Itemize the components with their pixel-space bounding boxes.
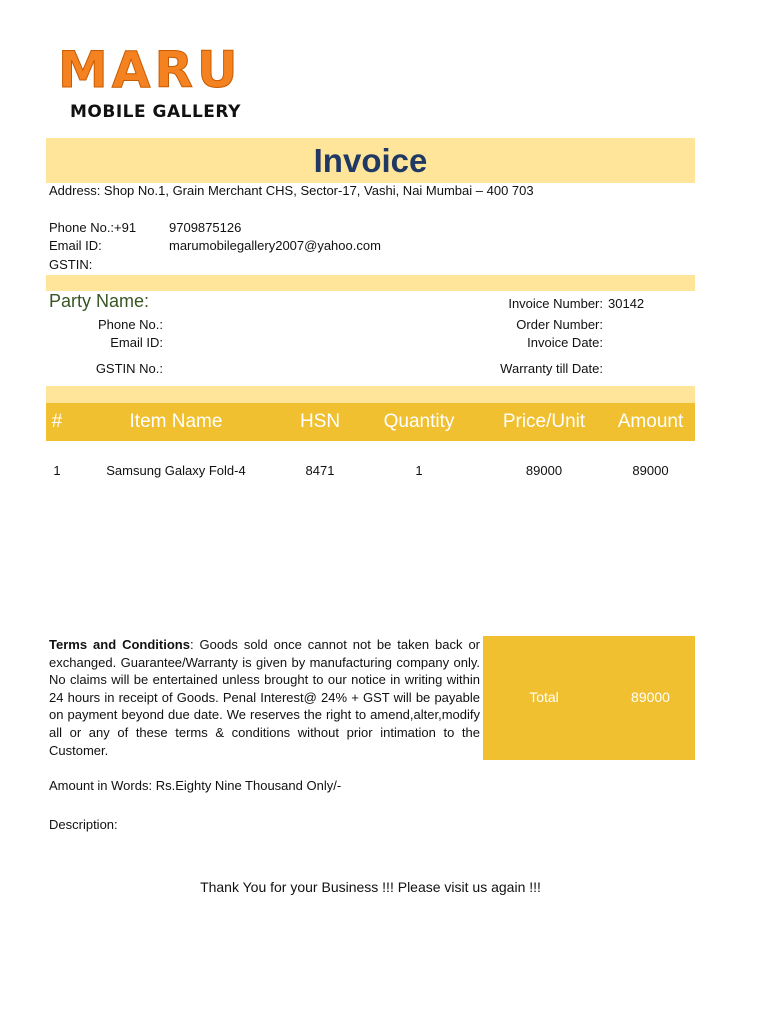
page-title: Invoice (313, 142, 428, 179)
shop-gstin-label: GSTIN: (49, 257, 93, 272)
party-gstin-label: GSTIN No.: (95, 361, 163, 376)
shop-address: Address: Shop No.1, Grain Merchant CHS, Sector-17, Vashi, Nai Mumbai – 400 703 (49, 183, 534, 198)
invoice-number-label: Invoice Number: (508, 296, 603, 311)
party-name-label: Party Name: (49, 291, 150, 311)
cell-hsn: 8471 (305, 463, 335, 478)
shop-phone-label: Phone No.:+91 (49, 220, 137, 235)
invoice-number-value: 30142 (608, 296, 645, 311)
col-header-quantity: Quantity (383, 411, 455, 432)
logo-brand: MARU (58, 41, 242, 99)
col-header-item-name: Item Name (129, 411, 223, 432)
cell-quantity: 1 (415, 463, 423, 478)
col-header-hsn: HSN (299, 411, 341, 432)
logo-subtitle: MOBILE GALLERY (70, 102, 241, 122)
col-header-price-unit: Price/Unit (502, 411, 586, 432)
cell-number: 1 (53, 463, 61, 478)
divider-band-bottom (46, 386, 695, 403)
shop-email-value: marumobilegallery2007@yahoo.com (169, 238, 381, 253)
order-number-label: Order Number: (516, 317, 603, 332)
cell-amount: 89000 (632, 463, 669, 478)
col-header-amount: Amount (617, 411, 684, 432)
divider-band-top (46, 275, 695, 291)
shop-email-label: Email ID: (49, 238, 102, 253)
party-phone-label: Phone No.: (97, 317, 163, 332)
terms-heading: Terms and Conditions (49, 637, 190, 652)
col-header-number: # (51, 411, 63, 432)
cell-price-unit: 89000 (525, 463, 563, 478)
party-email-label: Email ID: (110, 335, 163, 350)
total-label: Total (529, 689, 559, 705)
invoice-date-label: Invoice Date: (527, 335, 603, 350)
total-value: 89000 (631, 689, 670, 705)
amount-in-words: Amount in Words: Rs.Eighty Nine Thousand Only/- (49, 778, 342, 793)
description-label: Description: (49, 817, 118, 832)
cell-item-name: Samsung Galaxy Fold-4 (106, 463, 246, 478)
warranty-date-label: Warranty till Date: (500, 361, 603, 376)
terms-body: : Goods sold once cannot not be taken back or exchanged. Guarantee/Warranty is given by manufacturing company only. No claims will be entertained unless brought to our notice in writing within 24 hours in receipt of Goods. Penal Interest@ 24% + GST will be payable on payment beyond due date. We reserves the right to amend,alter,modify all or any of these terms & conditions without prior intimation to the Customer. (49, 637, 481, 758)
terms-and-conditions (49, 636, 480, 759)
shop-phone-value: 9709875126 (169, 220, 242, 235)
footer-thank-you: Thank You for your Business !!! Please visit us again !!! (200, 879, 541, 895)
